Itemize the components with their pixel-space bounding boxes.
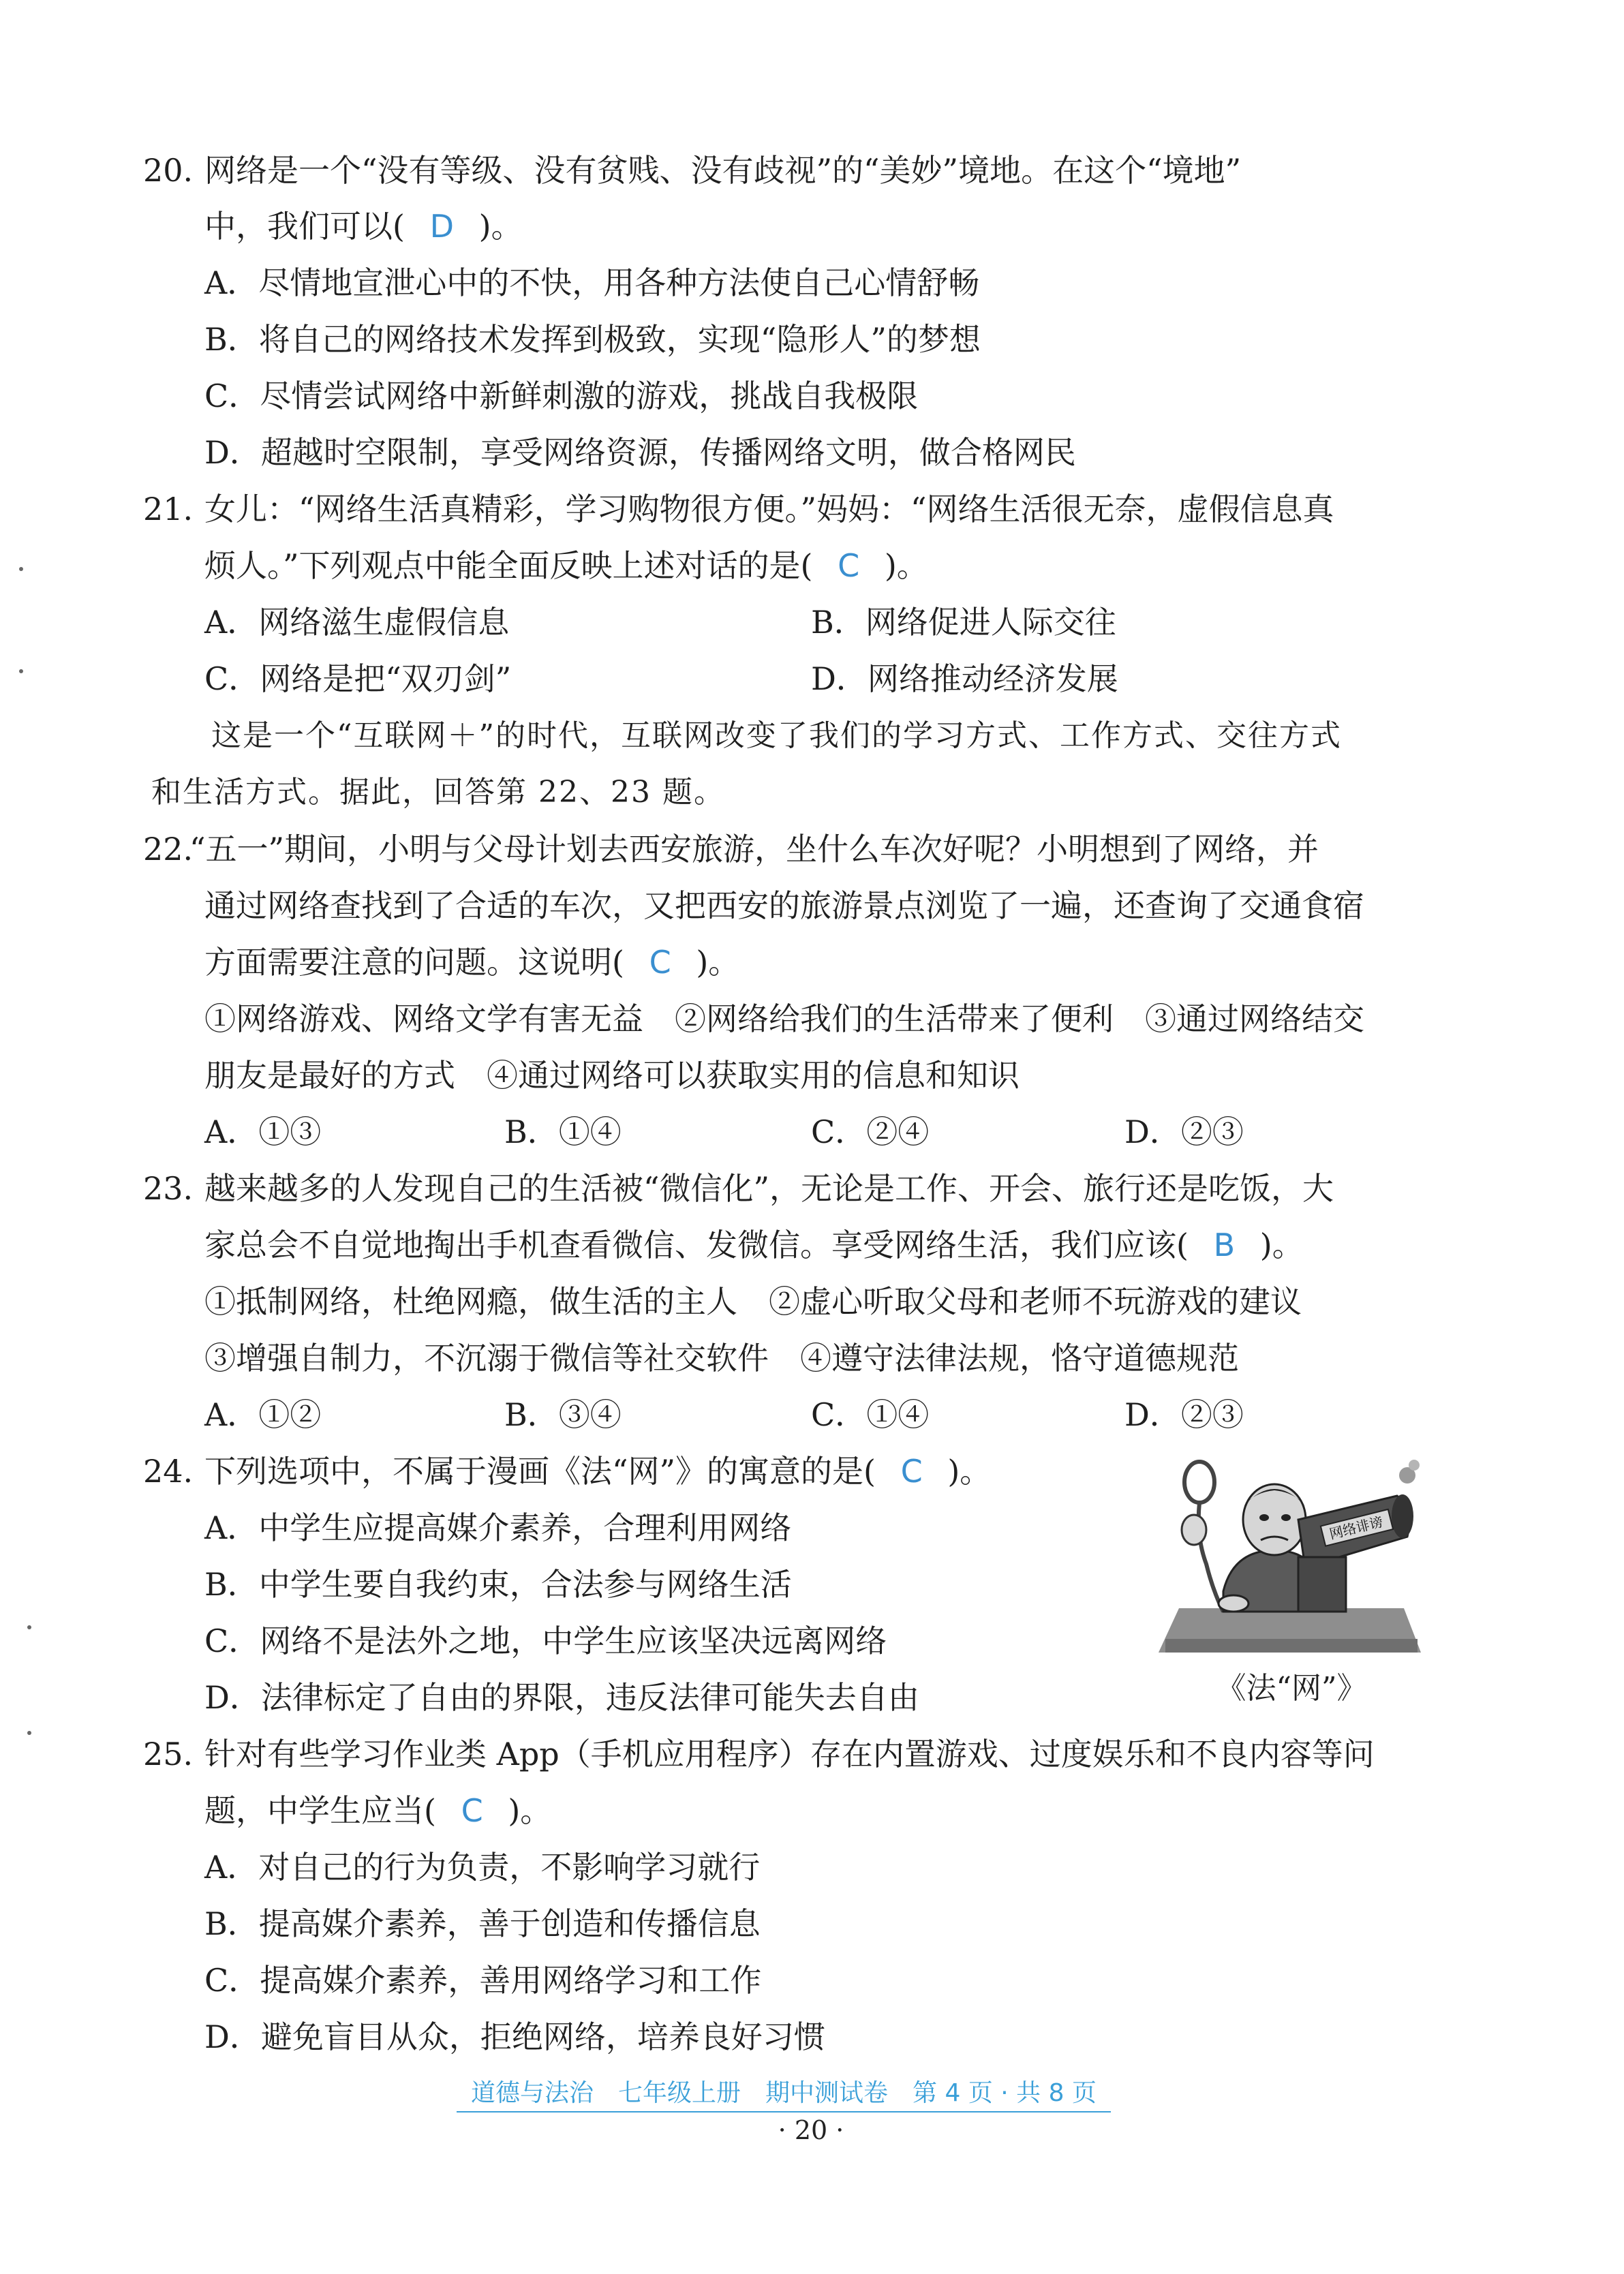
question-25-option-c: C．提高媒介素养，善用网络学习和工作 xyxy=(204,1962,762,1999)
question-22-stem-line-2: 通过网络查找到了合适的车次，又把西安的旅游景点浏览了一遍，还查询了交通食宿 xyxy=(204,887,1364,924)
answer-mark: C xyxy=(838,547,860,584)
stem-text: 方面需要注意的问题。这说明( xyxy=(204,944,624,981)
question-21-option-a: A．网络滋生虚假信息 xyxy=(204,604,510,641)
margin-dot xyxy=(27,1731,31,1735)
stem-text: )。 xyxy=(1259,1227,1304,1263)
question-21-stem-line-2 xyxy=(204,545,928,586)
question-23-stem-line-2 xyxy=(204,1225,1304,1265)
question-22-statements-line-2: 朋友是最好的方式 ④通过网络可以获取实用的信息和知识 xyxy=(204,1057,1020,1094)
question-21-number: 21. xyxy=(143,491,194,527)
question-23-statements-line-2: ③增强自制力，不沉溺于微信等社交软件 ④遵守法律法规，恪守道德规范 xyxy=(204,1340,1239,1377)
question-22-option-c: C．②④ xyxy=(811,1113,930,1150)
passage-line-1: 这是一个“互联网＋”的时代，互联网改变了我们的学习方式、工作方式、交往方式 xyxy=(211,718,1342,753)
question-25-stem-line-2 xyxy=(204,1790,551,1831)
question-22-option-a: A．①③ xyxy=(204,1113,322,1150)
question-22-stem-line-1: “五一”期间，小明与父母计划去西安旅游，坐什么车次好呢？小明想到了网络，并 xyxy=(189,831,1319,867)
footer-running-title: 道德与法治 七年级上册 期中测试卷 第 4 页 · 共 8 页 xyxy=(457,2078,1111,2112)
question-22-stem-line-3 xyxy=(204,942,739,983)
question-22-number: 22. xyxy=(143,831,194,867)
cartoon-caption: 《法“网”》 xyxy=(1216,1671,1367,1706)
answer-mark: D xyxy=(429,208,454,245)
question-20-option-a: A．尽情地宣泄心中的不快，用各种方法使自己心情舒畅 xyxy=(204,264,980,301)
answer-mark: C xyxy=(461,1792,483,1829)
question-25-option-b: B．提高媒介素养，善于创造和传播信息 xyxy=(204,1905,761,1942)
stem-text: )。 xyxy=(947,1453,992,1490)
question-24-number: 24. xyxy=(143,1453,194,1490)
cartoon-label: 网络诽谤 xyxy=(1328,1513,1385,1543)
stem-text: )。 xyxy=(478,208,523,245)
stem-text: )。 xyxy=(508,1792,552,1829)
question-22-statements-line-1: ①网络游戏、网络文学有害无益 ②网络给我们的生活带来了便利 ③通过网络结交 xyxy=(204,1000,1364,1037)
question-20-stem-line-2 xyxy=(204,206,523,247)
question-23-statements-line-1: ①抵制网络，杜绝网瘾，做生活的主人 ②虚心听取父母和老师不玩游戏的建议 xyxy=(204,1283,1302,1320)
question-23-option-b: B．③④ xyxy=(504,1396,622,1433)
stem-text: 下列选项中，不属于漫画《法“网”》的寓意的是( xyxy=(204,1453,876,1490)
question-21-option-b: B．网络促进人际交往 xyxy=(811,604,1116,641)
question-25-option-a: A．对自己的行为负责，不影响学习就行 xyxy=(204,1849,761,1886)
margin-dot xyxy=(19,669,23,673)
question-21-option-d: D．网络推动经济发展 xyxy=(811,660,1118,697)
question-23-stem-line-1: 越来越多的人发现自己的生活被“微信化”，无论是工作、开会、旅行还是吃饭，大 xyxy=(204,1170,1334,1207)
question-20-number: 20. xyxy=(143,152,194,189)
question-23-number: 23. xyxy=(143,1170,194,1207)
answer-mark: C xyxy=(649,944,671,981)
question-24-option-b: B．中学生要自我约束，合法参与网络生活 xyxy=(204,1566,792,1603)
stem-text: 家总会不自觉地掏出手机查看微信、发微信。享受网络生活，我们应该( xyxy=(204,1227,1189,1263)
question-23-option-c: C．①④ xyxy=(811,1396,930,1433)
question-25-stem-line-1: 针对有些学习作业类 App（手机应用程序）存在内置游戏、过度娱乐和不良内容等问 xyxy=(204,1736,1375,1772)
question-21-stem-line-1: 女儿：“网络生活真精彩，学习购物很方便。”妈妈：“网络生活很无奈，虚假信息真 xyxy=(204,491,1334,527)
passage-line-2: 和生活方式。据此，回答第 22、23 题。 xyxy=(151,775,725,810)
question-24-option-c: C．网络不是法外之地，中学生应该坚决远离网络 xyxy=(204,1623,887,1659)
question-22-option-d: D．②③ xyxy=(1124,1113,1244,1150)
question-25-option-d: D．避免盲目从众，拒绝网络，培养良好习惯 xyxy=(204,2018,825,2055)
question-22-option-b: B．①④ xyxy=(504,1113,622,1150)
question-24-option-a: A．中学生应提高媒介素养，合理利用网络 xyxy=(204,1509,792,1546)
question-24-option-d: D．法律标定了自由的界限，违反法律可能失去自由 xyxy=(204,1679,919,1716)
question-23-option-a: A．①② xyxy=(204,1396,322,1433)
question-20-option-b: B．将自己的网络技术发挥到极致，实现“隐形人”的梦想 xyxy=(204,321,981,358)
question-20-option-c: C．尽情尝试网络中新鲜刺激的游戏，挑战自我极限 xyxy=(204,378,919,414)
stem-text: 烦人。”下列观点中能全面反映上述对话的是( xyxy=(204,547,813,584)
cartoon-illustration xyxy=(1159,1455,1421,1653)
answer-mark: C xyxy=(900,1453,923,1490)
stem-text: )。 xyxy=(884,547,928,584)
question-20-stem-line-1: 网络是一个“没有等级、没有贫贱、没有歧视”的“美妙”境地。在这个“境地” xyxy=(204,152,1242,189)
question-23-option-d: D．②③ xyxy=(1124,1396,1244,1433)
stem-text: 题，中学生应当( xyxy=(204,1792,436,1829)
stem-text: )。 xyxy=(696,944,740,981)
question-25-number: 25. xyxy=(143,1736,194,1772)
question-24-stem-line-1 xyxy=(204,1451,991,1492)
question-20-option-d: D．超越时空限制，享受网络资源，传播网络文明，做合格网民 xyxy=(204,434,1076,471)
answer-mark: B xyxy=(1213,1227,1236,1263)
page-number: · 20 · xyxy=(778,2115,844,2145)
margin-dot xyxy=(19,567,23,571)
question-21-option-c: C．网络是把“双刃剑” xyxy=(204,660,512,697)
stem-text: 中，我们可以( xyxy=(204,208,405,245)
margin-dot xyxy=(27,1625,31,1629)
